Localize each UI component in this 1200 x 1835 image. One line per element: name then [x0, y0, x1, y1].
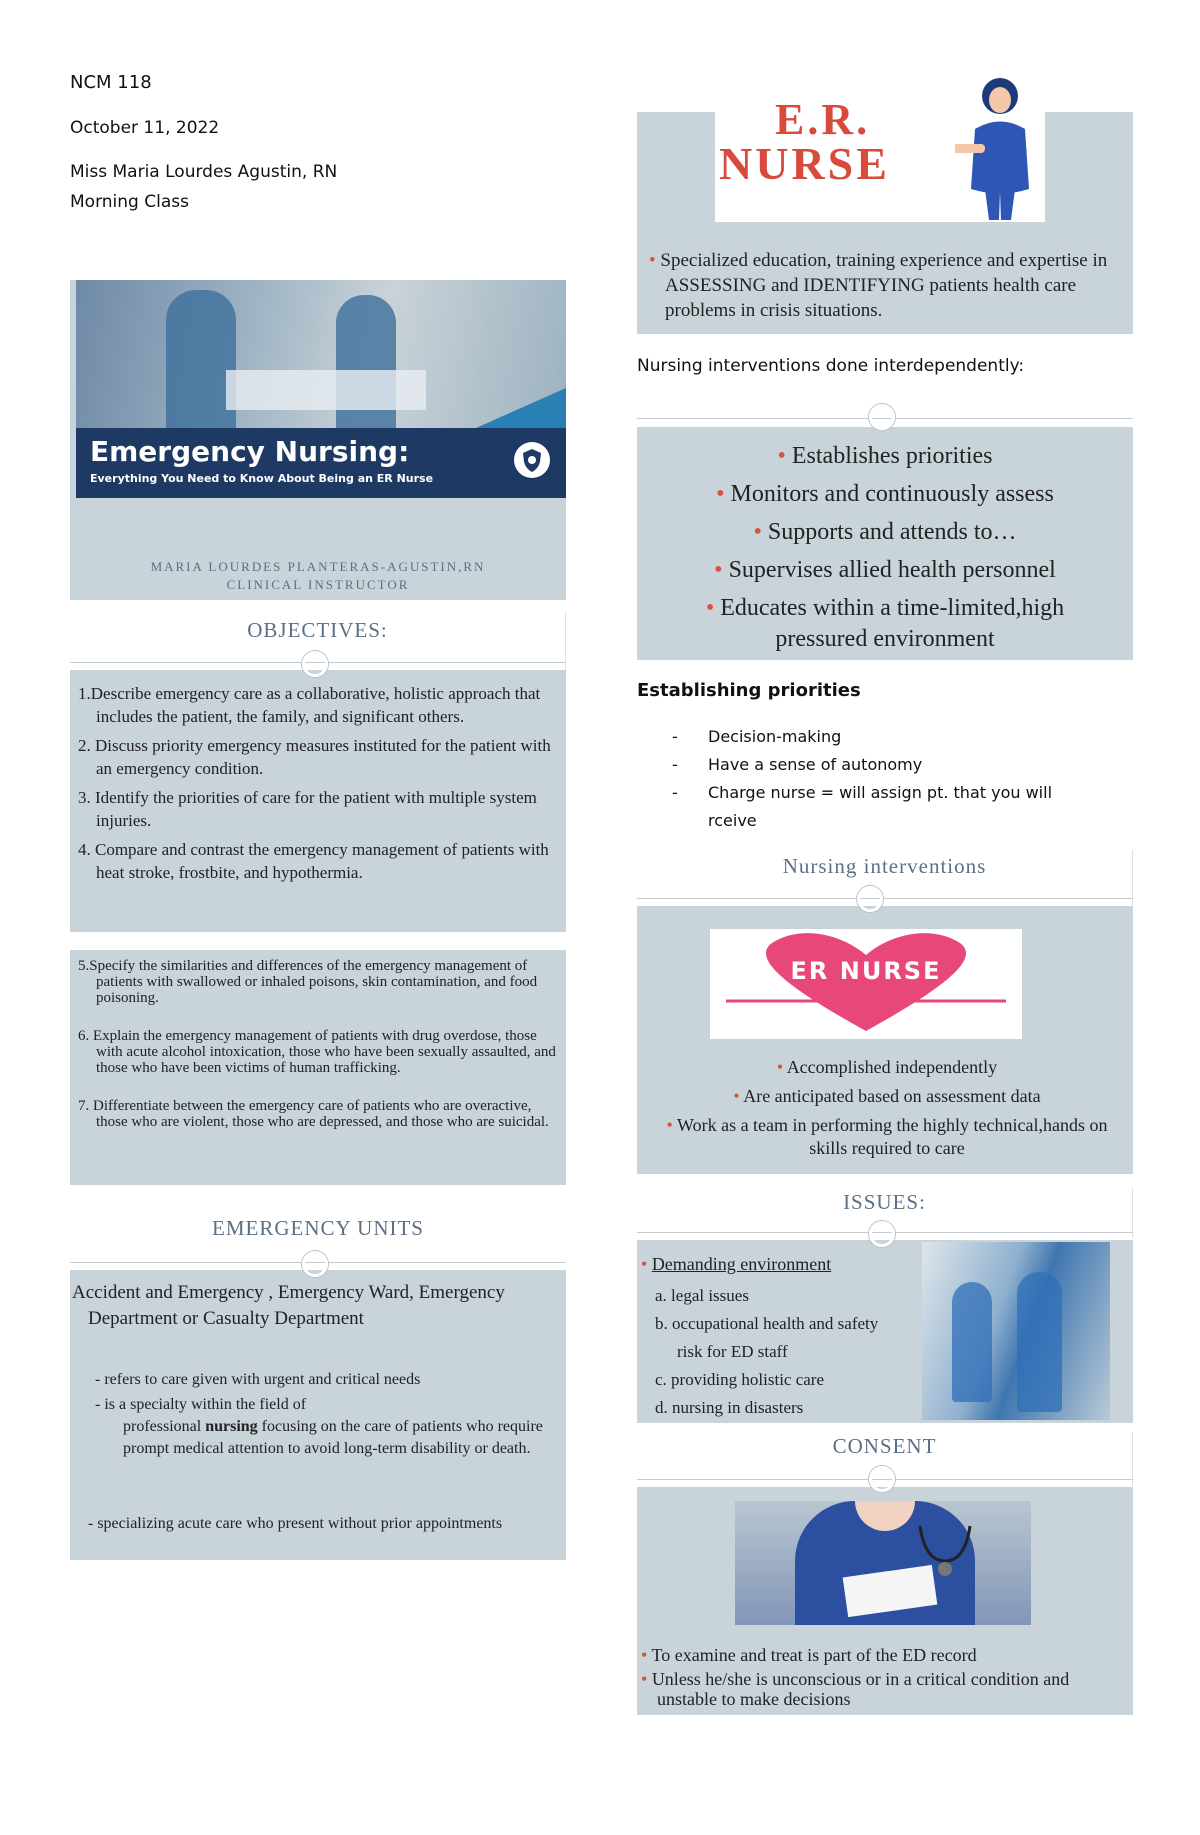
objective-item: 6. Explain the emergency management of patients with drug overdose, those with acute alcohol intoxication, those who have been sexually assaulted, and those who have been victims of human trafficking. [78, 1028, 556, 1076]
interdependent-item: • Establishes priorities [777, 443, 993, 469]
consent-title: CONSENT [637, 1432, 1133, 1486]
er-nurse-slide [637, 95, 1133, 334]
lecture-date: October 11, 2022 [70, 118, 220, 138]
issues-lead-text: Demanding environment [651, 1254, 832, 1274]
intervention-item: • Accomplished independently [776, 1057, 998, 1077]
unit-desc-1: - refers to care given with urgent and critical needs [95, 1371, 421, 1388]
author-role: CLINICAL INSTRUCTOR [226, 577, 410, 592]
objectives-slide [70, 670, 566, 932]
shield-logo-icon [514, 442, 550, 478]
er-nurse-description: • Specialized education, training experience and expertise in ASSESSING and IDENTIFYING patients health care problems in crisis situations. [649, 250, 1108, 321]
objectives-title: OBJECTIVES: [70, 612, 566, 670]
interdependent-caption: Nursing interventions done interdependently: [637, 356, 1025, 376]
nurse-figure-icon [955, 74, 1045, 222]
units-title: EMERGENCY UNITS [70, 1198, 566, 1256]
priority-item: - Decision-making [672, 727, 842, 746]
objectives-slide-2 [70, 950, 566, 1185]
cover-title: Emergency Nursing: [90, 435, 410, 468]
interdependent-slide [637, 427, 1133, 660]
course-code: NCM 118 [70, 72, 152, 93]
cover-author [70, 558, 566, 594]
issues-list [655, 1282, 895, 1422]
unit-desc-2b: professional [123, 1418, 202, 1435]
unit-desc-2a: - is a specialty within the field of [95, 1396, 307, 1413]
logo-er-text: E.R. [775, 95, 871, 144]
issue-item: b. occupational health and safety risk for ED staff [655, 1314, 879, 1361]
objective-item: 5.Specify the similarities and differences of the emergency management of patients with swallowed or inhaled poisons, skin contamination, and food poisoning. [78, 958, 538, 1006]
stethoscope-icon [915, 1521, 975, 1581]
interdependent-list [647, 437, 1123, 655]
cover-slide [70, 280, 566, 600]
priority-item: - Charge nurse = will assign pt. that you will rceive [672, 783, 1053, 830]
interventions-list [657, 1056, 1117, 1160]
instructor-name: Miss Maria Lourdes Agustin, RN [70, 162, 338, 182]
unit-desc-2-bold: nursing [205, 1418, 258, 1435]
logo-nurse-text: NURSE [719, 138, 890, 189]
priority-item: - Have a sense of autonomy [672, 755, 923, 774]
objective-item: 7. Differentiate between the emergency care of patients who are overactive, those who are violent, those who are depressed, and those who are suicidal. [78, 1098, 549, 1130]
issues-title: ISSUES: [637, 1188, 1133, 1238]
objective-item: 4. Compare and contrast the emergency management of patients with heat stroke, frostbite, and hypothermia. [78, 840, 549, 882]
interdependent-item: • Monitors and continuously assess [716, 481, 1054, 507]
ring-divider-icon [869, 1466, 895, 1492]
consent-list [641, 1645, 1121, 1709]
ring-divider-icon [869, 404, 895, 430]
hospital-hallway-photo [922, 1242, 1110, 1420]
issue-item: c. providing holistic care [655, 1370, 825, 1389]
ring-divider-icon [302, 651, 328, 677]
interdependent-item: • Educates within a time-limited,high pressured environment [705, 595, 1065, 652]
objectives-list-2 [78, 958, 562, 1130]
cover-photo [76, 280, 566, 498]
consent-item: • Unless he/she is unconscious or in a critical condition and unstable to make decisions [641, 1669, 1070, 1709]
issue-item: d. nursing in disasters [655, 1398, 804, 1417]
class-session: Morning Class [70, 192, 189, 212]
interdependent-item: • Supports and attends to… [753, 519, 1017, 545]
unit-names: Accident and Emergency , Emergency Ward, Emergency Department or Casualty Department [72, 1282, 505, 1329]
unit-desc-2 [95, 1394, 545, 1460]
interdependent-item: • Supervises allied health personnel [714, 557, 1056, 583]
er-heart-logo [710, 929, 1022, 1039]
unit-desc-2c: focusing on the care of patients who require prompt medical attention to avoid long-term disability or death. [123, 1418, 543, 1457]
consent-item: • To examine and treat is part of the ED record [641, 1645, 977, 1665]
heart-logo-text: ER NURSE [790, 957, 942, 985]
intervention-item: • Are anticipated based on assessment data [733, 1086, 1041, 1106]
cover-subtitle: Everything You Need to Know About Being an ER Nurse [90, 472, 434, 485]
issues-lead: • Demanding environment [641, 1254, 832, 1274]
er-nurse-logo [715, 95, 1045, 222]
issue-item: a. legal issues [655, 1286, 749, 1305]
intervention-item: • Work as a team in performing the highly technical,hands on skills required to care [666, 1115, 1108, 1158]
units-slide [70, 1270, 566, 1560]
consent-slide [637, 1487, 1133, 1715]
objective-item: 1.Describe emergency care as a collaborative, holistic approach that includes the patient, the family, and significant others. [78, 684, 541, 726]
ring-divider-icon [857, 886, 883, 912]
priorities-list [672, 723, 1092, 835]
er-nurse-desc-text: Specialized education, training experience and expertise in ASSESSING and IDENTIFYING patients health care problems in crisis situations. [660, 250, 1108, 321]
issues-slide [637, 1240, 1133, 1423]
objective-item: 3. Identify the priorities of care for the patient with multiple system injuries. [78, 788, 537, 830]
author-name: MARIA LOURDES PLANTERAS-AGUSTIN,RN [150, 559, 486, 574]
nurse-writing-photo [735, 1501, 1031, 1625]
objective-item: 2. Discuss priority emergency measures instituted for the patient with an emergency condition. [78, 736, 551, 778]
objectives-list [78, 682, 562, 884]
ring-divider-icon [869, 1221, 895, 1247]
unit-desc-3: - specializing acute care who present without prior appointments [88, 1515, 503, 1532]
priorities-heading: Establishing priorities [637, 680, 861, 701]
ring-divider-icon [302, 1251, 328, 1277]
interventions-slide [637, 906, 1133, 1174]
interventions-title: Nursing interventions [637, 850, 1133, 906]
